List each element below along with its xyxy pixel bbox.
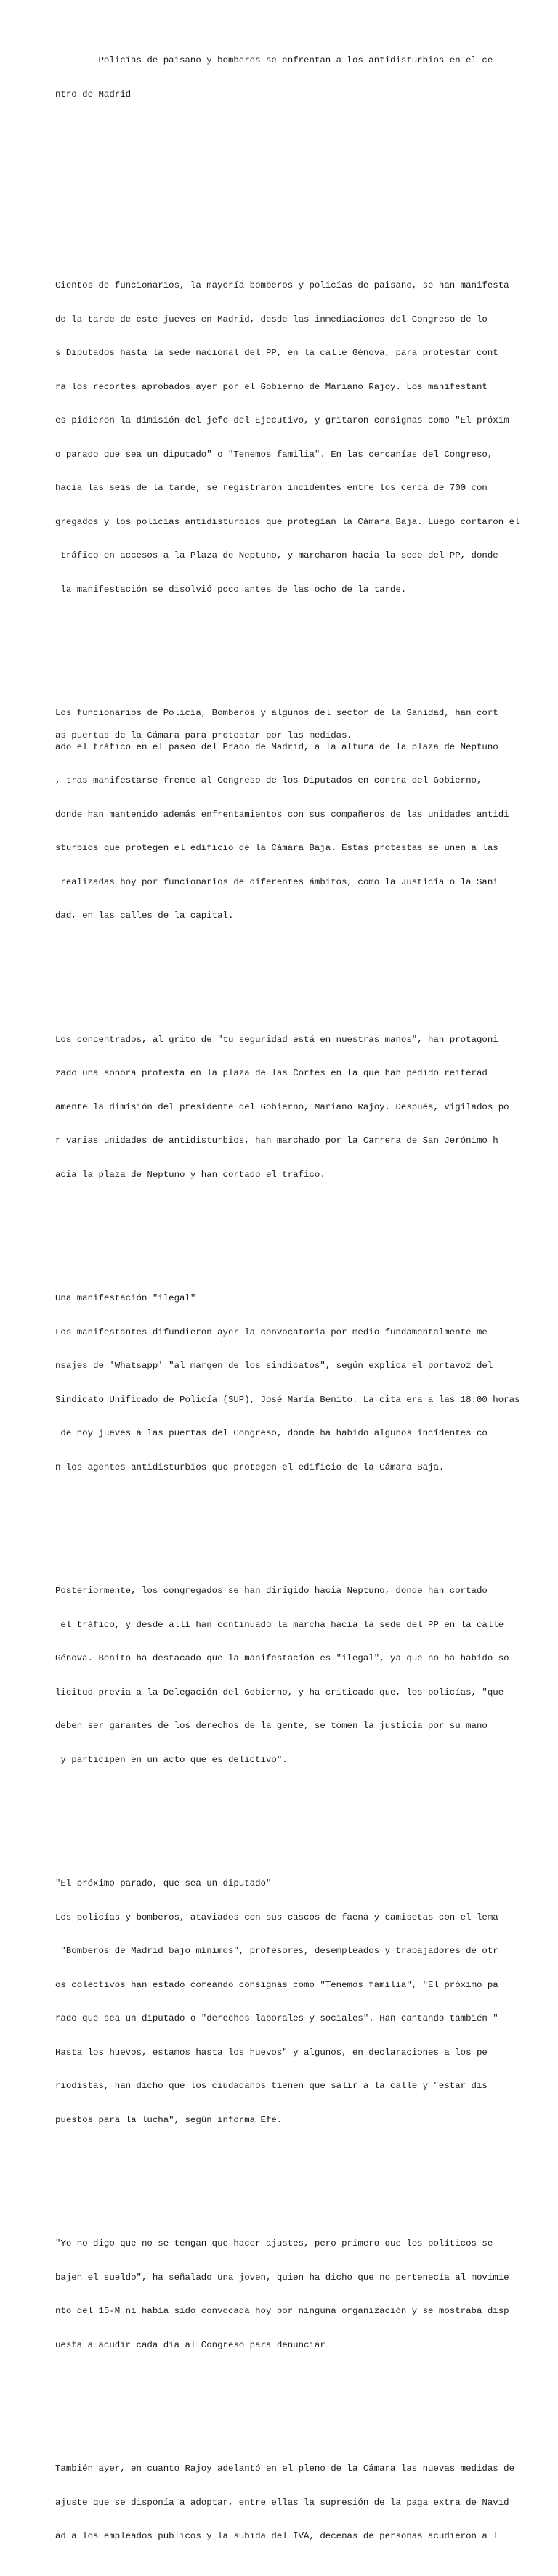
paragraph-8 xyxy=(55,2441,520,2565)
text-line: ad a los empleados públicos y la subida del IVA, decenas de personas acudieron a l xyxy=(55,2531,498,2541)
spacer xyxy=(55,213,520,224)
article-title xyxy=(55,33,520,123)
text-line: es pidieron la dimisión del jefe del Ejecutivo, y gritaron consignas como "El próxim xyxy=(55,415,509,425)
text-line: ado el tráfico en el paseo del Prado de Madrid, a la altura de la plaza de Neptuno xyxy=(55,741,498,752)
text-line: amente la dimisión del presidente del Gobierno, Mariano Rajoy. Después, vigilados po xyxy=(55,1101,509,1112)
text-line: riodistas, han dicho que los ciudadanos tienen que salir a la calle y "estar dis xyxy=(55,2081,488,2091)
paragraph-6 xyxy=(55,1856,520,2148)
text-line: gregados y los policías antidisturbios que protegían la Cámara Baja. Luego cortaron el xyxy=(55,516,520,527)
section-heading: Una manifestación "ilegal" xyxy=(55,1293,196,1303)
spacer xyxy=(55,145,520,157)
text-line: "Yo no digo que no se tengan que hacer ajustes, pero primero que los políticos se xyxy=(55,2238,493,2249)
text-line: dad, en las calles de la capital. xyxy=(55,910,234,921)
text-line: zado una sonora protesta en la plaza de las Cortes en la que han pedido reiterad xyxy=(55,1068,488,1078)
spacer xyxy=(55,2396,520,2408)
text-line: , tras manifestarse frente al Congreso de los Diputados en contra del Gobierno, xyxy=(55,775,482,786)
paragraph-3 xyxy=(55,1012,520,1204)
text-line: Hasta los huevos, estamos hasta los huevos" y algunos, en declaraciones a los pe xyxy=(55,2047,488,2058)
text-line: n los agentes antidisturbios que protegen el edificio de la Cámara Baja. xyxy=(55,1462,445,1472)
title-line: ntro de Madrid xyxy=(55,89,132,99)
text-line: os colectivos han estado coreando consignas como "Tenemos familia", "El próximo pa xyxy=(55,1979,498,1990)
text-line: deben ser garantes de los derechos de la gente, se tomen la justicia por su mano xyxy=(55,1721,488,1731)
paragraph-2 xyxy=(55,685,520,945)
text-line: sturbios que protegen el edificio de la Cámara Baja. Estas protestas se unen a las xyxy=(55,843,498,853)
spacer xyxy=(55,967,520,979)
text-line: Los funcionarios de Policía, Bomberos y algunos del sector de la Sanidad, han cort xyxy=(55,708,498,718)
title-line: Policías de paisano y bomberos se enfrentan a los antidisturbios en el ce xyxy=(55,55,493,65)
text-line: tráfico en accesos a la Plaza de Neptuno, y marcharon hacia la sede del PP, donde xyxy=(55,550,498,561)
text-line: ra los recortes aprobados ayer por el Gobierno de Mariano Rajoy. Los manifestant xyxy=(55,381,488,392)
text-line: la manifestación se disolvió poco antes de las ocho de la tarde. xyxy=(55,584,407,595)
text-line: Los policías y bomberos, ataviados con sus cascos de faena y camisetas con el lema xyxy=(55,1912,498,1923)
spacer xyxy=(55,179,520,191)
text-line: Cientos de funcionarios, la mayoría bomberos y policías de paisano, se han manifesta xyxy=(55,280,509,290)
text-line: y participen en un acto que es delictivo". xyxy=(55,1754,288,1765)
text-line: "Bomberos de Madrid bajo mínimos", profesores, desempleados y trabajadores de otr xyxy=(55,1946,498,1956)
text-line: ajuste que se disponía a adoptar, entre ellas la supresión de la paga extra de Navid xyxy=(55,2497,509,2508)
spacer xyxy=(55,1518,520,1530)
spacer xyxy=(55,1811,520,1822)
text-line: do la tarde de este jueves en Madrid, desde las inmediaciones del Congreso de lo xyxy=(55,314,488,325)
text-line: También ayer, en cuanto Rajoy adelantó en el pleno de la Cámara las nuevas medidas de xyxy=(55,2463,515,2474)
spacer xyxy=(55,2171,520,2182)
text-line: bajen el sueldo", ha señalado una joven, quien ha dicho que no pertenecía al movimie xyxy=(55,2272,509,2283)
text-line: Génova. Benito ha destacado que la manifestación es "ilegal", ya que no ha habido so xyxy=(55,1653,509,1663)
section-heading: "El próximo parado, que sea un diputado" xyxy=(55,1878,272,1888)
text-line: acia la plaza de Neptuno y han cortado el trafico. xyxy=(55,1169,326,1180)
text-line: donde han mantenido además enfrentamientos con sus compañeros de las unidades antidi xyxy=(55,809,509,820)
last-text-line: as puertas de la Cámara para protestar por las medidas. xyxy=(55,730,352,741)
text-line: Posteriormente, los congregados se han dirigido hacia Neptuno, donde han cortado xyxy=(55,1586,488,1596)
text-line: hacia las seis de la tarde, se registraron incidentes entre los cerca de 700 con xyxy=(55,483,488,493)
text-line: Los manifestantes difundieron ayer la convocatoria por medio fundamentalmente me xyxy=(55,1326,488,1337)
article-body xyxy=(55,10,520,2576)
text-line: el tráfico, y desde allí han continuado la marcha hacia la sede del PP en la calle xyxy=(55,1619,504,1630)
text-line: r varias unidades de antidisturbios, han marchado por la Carrera de San Jerónimo h xyxy=(55,1136,498,1146)
text-line: Sindicato Unificado de Policía (SUP), José María Benito. La cita era a las 18:00 horas xyxy=(55,1394,520,1405)
paragraph-7 xyxy=(55,2216,520,2373)
spacer xyxy=(55,640,520,652)
text-line: o parado que sea un diputado" o "Tenemos familia". En las cercanías del Congreso, xyxy=(55,449,493,460)
paragraph-5 xyxy=(55,1563,520,1788)
text-line: Los concentrados, al grito de "tu seguridad está en nuestras manos", han protagoni xyxy=(55,1034,498,1045)
paragraph-4 xyxy=(55,1271,520,1496)
text-line: de hoy jueves a las puertas del Congreso, donde ha habido algunos incidentes co xyxy=(55,1428,488,1438)
paragraph-1 xyxy=(55,258,520,618)
text-line: uesta a acudir cada día al Congreso para denunciar. xyxy=(55,2339,331,2350)
text-line: realizadas hoy por funcionarios de diferentes ámbitos, como la Justicia o la Sani xyxy=(55,876,498,887)
text-line: licitud previa a la Delegación del Gobierno, y ha criticado que, los policías, "que xyxy=(55,1687,504,1697)
spacer xyxy=(55,1226,520,1237)
text-line: rado que sea un diputado o "derechos laborales y sociales". Han cantando también " xyxy=(55,2013,498,2023)
text-line: nsajes de 'Whatsapp' "al margen de los sindicatos", según explica el portavoz del xyxy=(55,1361,493,1371)
text-line: nto del 15-M ni había sido convocada hoy por ninguna organización y se mostraba disp xyxy=(55,2306,509,2316)
text-line: s Diputados hasta la sede nacional del PP, en la calle Génova, para protestar cont xyxy=(55,348,498,358)
text-line: puestos para la lucha", según informa Efe. xyxy=(55,2114,283,2125)
